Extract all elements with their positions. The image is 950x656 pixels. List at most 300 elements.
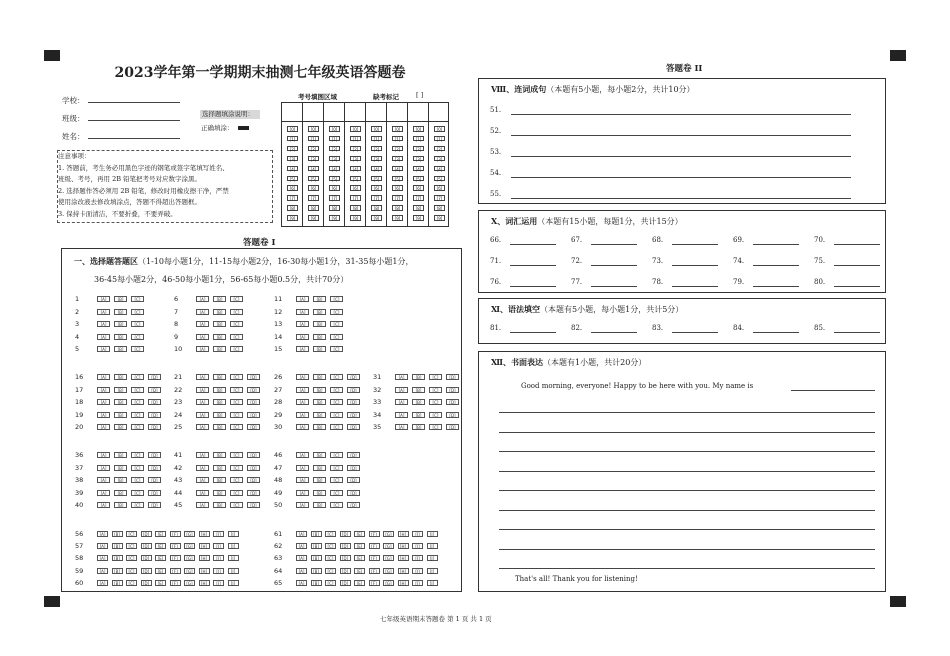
answer-bubble[interactable]: [D] — [148, 465, 161, 471]
answer-bubble[interactable]: [A] — [97, 543, 108, 549]
id-digit-bubble[interactable]: [9] — [413, 215, 424, 221]
answer-bubble[interactable]: [B] — [112, 555, 123, 561]
id-digit-bubble[interactable]: [3] — [287, 156, 298, 162]
id-digit-bubble[interactable]: [0] — [308, 126, 319, 132]
answer-bubble[interactable]: [B] — [213, 387, 226, 393]
answer-bubble[interactable]: [A] — [97, 477, 110, 483]
id-digit-bubble[interactable]: [8] — [371, 205, 382, 211]
answer-bubble[interactable]: [B] — [412, 387, 425, 393]
answer-bubble[interactable]: [B] — [114, 424, 127, 430]
id-digit-bubble[interactable]: [3] — [329, 156, 340, 162]
id-digit-bubble[interactable]: [6] — [329, 185, 340, 191]
answer-bubble[interactable]: [F] — [170, 555, 181, 561]
id-digit-bubble[interactable]: [8] — [434, 205, 445, 211]
answer-bubble[interactable]: [C] — [230, 399, 243, 405]
answer-bubble[interactable]: [A] — [97, 555, 108, 561]
answer-bubble[interactable]: [A] — [97, 334, 110, 340]
id-digit-bubble[interactable]: [1] — [350, 136, 361, 142]
answer-bubble[interactable]: [B] — [213, 399, 226, 405]
answer-bubble[interactable]: [G] — [383, 568, 394, 574]
id-digit-bubble[interactable]: [7] — [287, 195, 298, 201]
id-digit-bubble[interactable]: [5] — [371, 176, 382, 182]
answer-bubble[interactable]: [A] — [296, 490, 309, 496]
answer-bubble[interactable]: [B] — [412, 399, 425, 405]
id-digit-bubble[interactable]: [8] — [287, 205, 298, 211]
answer-bubble[interactable]: [C] — [131, 490, 144, 496]
answer-bubble[interactable]: [D] — [148, 502, 161, 508]
answer-bubble[interactable]: [D] — [148, 477, 161, 483]
answer-bubble[interactable]: [I] — [412, 568, 423, 574]
id-digit-bubble[interactable]: [2] — [329, 146, 340, 152]
answer-bubble[interactable]: [A] — [196, 334, 209, 340]
id-digit-bubble[interactable]: [1] — [329, 136, 340, 142]
id-digit-bubble[interactable]: [2] — [392, 146, 403, 152]
writing-line[interactable] — [499, 549, 875, 550]
answer-bubble[interactable]: [A] — [395, 399, 408, 405]
answer-bubble[interactable]: [A] — [296, 502, 309, 508]
answer-bubble[interactable]: [J] — [228, 580, 239, 586]
answer-bubble[interactable]: [C] — [230, 477, 243, 483]
answer-bubble[interactable]: [B] — [213, 424, 226, 430]
answer-bubble[interactable]: [C] — [230, 321, 243, 327]
answer-bubble[interactable]: [B] — [313, 502, 326, 508]
answer-bubble[interactable]: [C] — [131, 424, 144, 430]
answer-bubble[interactable]: [B] — [213, 309, 226, 315]
answer-bubble[interactable]: [G] — [383, 531, 394, 537]
answer-bubble[interactable]: [D] — [141, 531, 152, 537]
answer-bubble[interactable]: [A] — [296, 531, 307, 537]
answer-bubble[interactable]: [C] — [330, 452, 343, 458]
answer-bubble[interactable]: [C] — [330, 399, 343, 405]
answer-bubble[interactable]: [D] — [141, 543, 152, 549]
answer-line[interactable] — [511, 198, 851, 199]
id-digit-bubble[interactable]: [7] — [434, 195, 445, 201]
id-digit-bubble[interactable]: [0] — [329, 126, 340, 132]
answer-bubble[interactable]: [C] — [230, 424, 243, 430]
id-digit-bubble[interactable]: [0] — [392, 126, 403, 132]
answer-blank[interactable] — [510, 265, 556, 266]
answer-bubble[interactable]: [C] — [230, 346, 243, 352]
answer-bubble[interactable]: [A] — [196, 374, 209, 380]
answer-bubble[interactable]: [B] — [412, 374, 425, 380]
answer-bubble[interactable]: [A] — [395, 374, 408, 380]
answer-bubble[interactable]: [B] — [114, 412, 127, 418]
id-digit-bubble[interactable]: [2] — [350, 146, 361, 152]
answer-bubble[interactable]: [E] — [155, 555, 166, 561]
id-digit-bubble[interactable]: [4] — [371, 166, 382, 172]
answer-bubble[interactable]: [I] — [213, 531, 224, 537]
answer-bubble[interactable]: [J] — [228, 555, 239, 561]
answer-bubble[interactable]: [B] — [112, 531, 123, 537]
answer-bubble[interactable]: [C] — [325, 568, 336, 574]
answer-bubble[interactable]: [C] — [126, 568, 137, 574]
answer-blank[interactable] — [672, 244, 718, 245]
answer-blank[interactable] — [834, 286, 880, 287]
answer-bubble[interactable]: [H] — [199, 555, 210, 561]
answer-bubble[interactable]: [G] — [383, 555, 394, 561]
answer-bubble[interactable]: [A] — [296, 321, 309, 327]
answer-bubble[interactable]: [J] — [427, 555, 438, 561]
answer-bubble[interactable]: [A] — [97, 309, 110, 315]
id-digit-bubble[interactable]: [1] — [392, 136, 403, 142]
answer-bubble[interactable]: [B] — [313, 334, 326, 340]
name-blank[interactable] — [791, 390, 875, 391]
writing-line[interactable] — [499, 432, 875, 433]
answer-bubble[interactable]: [D] — [148, 412, 161, 418]
answer-bubble[interactable]: [A] — [395, 412, 408, 418]
answer-bubble[interactable]: [A] — [97, 412, 110, 418]
answer-bubble[interactable]: [B] — [313, 321, 326, 327]
answer-bubble[interactable]: [B] — [313, 399, 326, 405]
answer-bubble[interactable]: [C] — [131, 412, 144, 418]
id-digit-bubble[interactable]: [3] — [371, 156, 382, 162]
answer-bubble[interactable]: [H] — [199, 543, 210, 549]
answer-bubble[interactable]: [D] — [347, 452, 360, 458]
answer-bubble[interactable]: [F] — [369, 568, 380, 574]
answer-bubble[interactable]: [J] — [228, 543, 239, 549]
answer-bubble[interactable]: [C] — [230, 296, 243, 302]
answer-bubble[interactable]: [A] — [196, 502, 209, 508]
answer-bubble[interactable]: [B] — [313, 490, 326, 496]
answer-bubble[interactable]: [A] — [97, 465, 110, 471]
answer-bubble[interactable]: [D] — [247, 452, 260, 458]
id-digit-bubble[interactable]: [3] — [434, 156, 445, 162]
answer-bubble[interactable]: [C] — [131, 477, 144, 483]
answer-blank[interactable] — [591, 265, 637, 266]
answer-bubble[interactable]: [D] — [247, 490, 260, 496]
answer-bubble[interactable]: [B] — [213, 374, 226, 380]
answer-bubble[interactable]: [C] — [230, 334, 243, 340]
answer-bubble[interactable]: [A] — [395, 424, 408, 430]
answer-bubble[interactable]: [B] — [313, 477, 326, 483]
answer-bubble[interactable]: [A] — [296, 555, 307, 561]
answer-bubble[interactable]: [D] — [446, 412, 459, 418]
id-digit-bubble[interactable]: [9] — [434, 215, 445, 221]
writing-line[interactable] — [499, 510, 875, 511]
answer-bubble[interactable]: [B] — [313, 374, 326, 380]
answer-bubble[interactable]: [C] — [131, 374, 144, 380]
answer-bubble[interactable]: [B] — [313, 346, 326, 352]
answer-bubble[interactable]: [C] — [325, 531, 336, 537]
answer-bubble[interactable]: [C] — [429, 374, 442, 380]
answer-bubble[interactable]: [C] — [330, 502, 343, 508]
answer-blank[interactable] — [591, 332, 637, 333]
writing-line[interactable] — [499, 451, 875, 452]
answer-blank[interactable] — [672, 332, 718, 333]
answer-bubble[interactable]: [F] — [170, 531, 181, 537]
answer-bubble[interactable]: [F] — [170, 580, 181, 586]
answer-bubble[interactable]: [A] — [196, 412, 209, 418]
answer-bubble[interactable]: [C] — [330, 309, 343, 315]
id-digit-bubble[interactable]: [9] — [308, 215, 319, 221]
answer-blank[interactable] — [753, 332, 799, 333]
answer-bubble[interactable]: [E] — [155, 531, 166, 537]
answer-bubble[interactable]: [A] — [296, 580, 307, 586]
answer-bubble[interactable]: [B] — [114, 374, 127, 380]
id-digit-bubble[interactable]: [4] — [392, 166, 403, 172]
answer-blank[interactable] — [834, 332, 880, 333]
answer-blank[interactable] — [591, 286, 637, 287]
answer-bubble[interactable]: [D] — [340, 543, 351, 549]
answer-bubble[interactable]: [D] — [247, 477, 260, 483]
answer-bubble[interactable]: [B] — [412, 412, 425, 418]
answer-bubble[interactable]: [C] — [429, 399, 442, 405]
id-digit-bubble[interactable]: [1] — [371, 136, 382, 142]
answer-bubble[interactable]: [B] — [114, 321, 127, 327]
answer-bubble[interactable]: [E] — [155, 580, 166, 586]
answer-bubble[interactable]: [B] — [311, 568, 322, 574]
answer-bubble[interactable]: [C] — [330, 477, 343, 483]
answer-bubble[interactable]: [B] — [112, 580, 123, 586]
answer-bubble[interactable]: [B] — [213, 477, 226, 483]
answer-bubble[interactable]: [A] — [97, 321, 110, 327]
id-digit-bubble[interactable]: [6] — [287, 185, 298, 191]
answer-bubble[interactable]: [C] — [131, 296, 144, 302]
id-digit-bubble[interactable]: [3] — [308, 156, 319, 162]
answer-bubble[interactable]: [C] — [131, 387, 144, 393]
answer-bubble[interactable]: [C] — [325, 543, 336, 549]
answer-bubble[interactable]: [A] — [97, 296, 110, 302]
answer-bubble[interactable]: [C] — [429, 424, 442, 430]
answer-bubble[interactable]: [D] — [148, 490, 161, 496]
answer-bubble[interactable]: [H] — [398, 531, 409, 537]
answer-bubble[interactable]: [A] — [296, 399, 309, 405]
id-digit-bubble[interactable]: [6] — [413, 185, 424, 191]
answer-bubble[interactable]: [A] — [296, 346, 309, 352]
answer-bubble[interactable]: [C] — [126, 555, 137, 561]
answer-bubble[interactable]: [D] — [446, 387, 459, 393]
answer-bubble[interactable]: [D] — [148, 374, 161, 380]
answer-bubble[interactable]: [A] — [296, 452, 309, 458]
answer-bubble[interactable]: [D] — [247, 502, 260, 508]
answer-bubble[interactable]: [D] — [347, 502, 360, 508]
answer-bubble[interactable]: [A] — [196, 465, 209, 471]
answer-bubble[interactable]: [C] — [230, 502, 243, 508]
id-digit-bubble[interactable]: [0] — [350, 126, 361, 132]
id-digit-bubble[interactable]: [7] — [371, 195, 382, 201]
answer-bubble[interactable]: [F] — [369, 531, 380, 537]
answer-bubble[interactable]: [E] — [155, 568, 166, 574]
answer-bubble[interactable]: [B] — [313, 296, 326, 302]
id-digit-bubble[interactable]: [5] — [329, 176, 340, 182]
answer-bubble[interactable]: [B] — [112, 543, 123, 549]
answer-bubble[interactable]: [E] — [354, 543, 365, 549]
answer-bubble[interactable]: [B] — [311, 531, 322, 537]
writing-line[interactable] — [499, 490, 875, 491]
answer-bubble[interactable]: [C] — [131, 346, 144, 352]
id-digit-bubble[interactable]: [6] — [434, 185, 445, 191]
id-digit-bubble[interactable]: [0] — [287, 126, 298, 132]
id-digit-bubble[interactable]: [6] — [392, 185, 403, 191]
answer-bubble[interactable]: [D] — [148, 387, 161, 393]
answer-blank[interactable] — [834, 244, 880, 245]
answer-bubble[interactable]: [B] — [213, 452, 226, 458]
answer-bubble[interactable]: [A] — [97, 531, 108, 537]
answer-blank[interactable] — [753, 286, 799, 287]
answer-bubble[interactable]: [A] — [97, 580, 108, 586]
id-digit-bubble[interactable]: [1] — [287, 136, 298, 142]
writing-line[interactable] — [499, 412, 875, 413]
id-digit-bubble[interactable]: [0] — [371, 126, 382, 132]
id-digit-bubble[interactable]: [5] — [434, 176, 445, 182]
answer-bubble[interactable]: [C] — [230, 452, 243, 458]
answer-blank[interactable] — [672, 286, 718, 287]
answer-bubble[interactable]: [A] — [97, 374, 110, 380]
id-digit-bubble[interactable]: [8] — [308, 205, 319, 211]
answer-bubble[interactable]: [B] — [114, 296, 127, 302]
answer-bubble[interactable]: [A] — [196, 452, 209, 458]
answer-bubble[interactable]: [D] — [340, 568, 351, 574]
answer-bubble[interactable]: [D] — [340, 555, 351, 561]
answer-bubble[interactable]: [B] — [213, 502, 226, 508]
answer-bubble[interactable]: [B] — [213, 334, 226, 340]
answer-bubble[interactable]: [I] — [412, 580, 423, 586]
answer-bubble[interactable]: [D] — [347, 490, 360, 496]
name-field[interactable] — [88, 138, 180, 139]
answer-bubble[interactable]: [A] — [97, 387, 110, 393]
answer-bubble[interactable]: [C] — [230, 387, 243, 393]
id-digit-bubble[interactable]: [2] — [287, 146, 298, 152]
answer-bubble[interactable]: [D] — [141, 568, 152, 574]
answer-bubble[interactable]: [B] — [313, 465, 326, 471]
id-digit-bubble[interactable]: [8] — [329, 205, 340, 211]
id-digit-bubble[interactable]: [8] — [350, 205, 361, 211]
answer-bubble[interactable]: [A] — [196, 321, 209, 327]
answer-bubble[interactable]: [A] — [196, 387, 209, 393]
answer-bubble[interactable]: [A] — [296, 543, 307, 549]
answer-bubble[interactable]: [A] — [296, 309, 309, 315]
writing-line[interactable] — [499, 568, 875, 569]
answer-bubble[interactable]: [E] — [354, 568, 365, 574]
answer-bubble[interactable]: [D] — [347, 374, 360, 380]
id-digit-bubble[interactable]: [8] — [392, 205, 403, 211]
id-digit-bubble[interactable]: [5] — [392, 176, 403, 182]
answer-bubble[interactable]: [I] — [213, 568, 224, 574]
id-digit-bubble[interactable]: [5] — [308, 176, 319, 182]
answer-bubble[interactable]: [H] — [199, 568, 210, 574]
answer-bubble[interactable]: [C] — [325, 580, 336, 586]
answer-line[interactable] — [511, 114, 851, 115]
id-digit-bubble[interactable]: [0] — [413, 126, 424, 132]
answer-bubble[interactable]: [I] — [213, 580, 224, 586]
answer-bubble[interactable]: [B] — [213, 321, 226, 327]
answer-bubble[interactable]: [H] — [398, 555, 409, 561]
answer-bubble[interactable]: [E] — [354, 531, 365, 537]
answer-bubble[interactable]: [D] — [247, 374, 260, 380]
answer-bubble[interactable]: [D] — [340, 531, 351, 537]
answer-bubble[interactable]: [B] — [313, 387, 326, 393]
id-digit-bubble[interactable]: [4] — [308, 166, 319, 172]
absent-checkbox[interactable]: [ ] — [416, 91, 424, 99]
id-digit-bubble[interactable]: [5] — [350, 176, 361, 182]
id-digit-bubble[interactable]: [4] — [350, 166, 361, 172]
id-digit-bubble[interactable]: [7] — [413, 195, 424, 201]
id-digit-bubble[interactable]: [7] — [329, 195, 340, 201]
answer-blank[interactable] — [510, 332, 556, 333]
id-digit-bubble[interactable]: [2] — [413, 146, 424, 152]
answer-bubble[interactable]: [C] — [330, 374, 343, 380]
answer-bubble[interactable]: [F] — [369, 543, 380, 549]
answer-bubble[interactable]: [C] — [131, 465, 144, 471]
answer-bubble[interactable]: [A] — [97, 399, 110, 405]
id-digit-bubble[interactable]: [4] — [413, 166, 424, 172]
answer-bubble[interactable]: [D] — [340, 580, 351, 586]
answer-bubble[interactable]: [D] — [247, 412, 260, 418]
answer-bubble[interactable]: [A] — [196, 490, 209, 496]
id-digit-bubble[interactable]: [2] — [434, 146, 445, 152]
answer-line[interactable] — [511, 177, 851, 178]
answer-blank[interactable] — [510, 286, 556, 287]
answer-bubble[interactable]: [A] — [296, 334, 309, 340]
id-digit-bubble[interactable]: [1] — [413, 136, 424, 142]
answer-bubble[interactable]: [D] — [347, 412, 360, 418]
answer-bubble[interactable]: [B] — [114, 387, 127, 393]
answer-bubble[interactable]: [A] — [296, 568, 307, 574]
answer-bubble[interactable]: [C] — [126, 543, 137, 549]
answer-bubble[interactable]: [J] — [228, 531, 239, 537]
answer-bubble[interactable]: [D] — [247, 424, 260, 430]
answer-blank[interactable] — [591, 244, 637, 245]
answer-bubble[interactable]: [B] — [114, 452, 127, 458]
answer-bubble[interactable]: [I] — [213, 555, 224, 561]
answer-bubble[interactable]: [A] — [296, 424, 309, 430]
answer-bubble[interactable]: [J] — [427, 580, 438, 586]
id-digit-bubble[interactable]: [6] — [308, 185, 319, 191]
id-digit-bubble[interactable]: [4] — [329, 166, 340, 172]
answer-bubble[interactable]: [H] — [199, 531, 210, 537]
answer-bubble[interactable]: [A] — [296, 374, 309, 380]
id-digit-bubble[interactable]: [2] — [308, 146, 319, 152]
answer-bubble[interactable]: [C] — [330, 465, 343, 471]
answer-bubble[interactable]: [B] — [313, 452, 326, 458]
answer-bubble[interactable]: [D] — [446, 424, 459, 430]
answer-bubble[interactable]: [C] — [131, 502, 144, 508]
answer-line[interactable] — [511, 135, 851, 136]
answer-bubble[interactable]: [C] — [330, 387, 343, 393]
answer-bubble[interactable]: [E] — [354, 555, 365, 561]
answer-bubble[interactable]: [F] — [170, 543, 181, 549]
answer-bubble[interactable]: [D] — [347, 387, 360, 393]
id-digit-bubble[interactable]: [6] — [371, 185, 382, 191]
answer-bubble[interactable]: [F] — [369, 555, 380, 561]
answer-bubble[interactable]: [C] — [330, 334, 343, 340]
id-digit-bubble[interactable]: [2] — [371, 146, 382, 152]
answer-bubble[interactable]: [D] — [148, 452, 161, 458]
answer-bubble[interactable]: [A] — [97, 424, 110, 430]
answer-bubble[interactable]: [C] — [131, 321, 144, 327]
answer-line[interactable] — [511, 156, 851, 157]
answer-bubble[interactable]: [A] — [97, 502, 110, 508]
answer-bubble[interactable]: [A] — [296, 477, 309, 483]
id-digit-bubble[interactable]: [7] — [308, 195, 319, 201]
id-digit-bubble[interactable]: [4] — [434, 166, 445, 172]
answer-bubble[interactable]: [A] — [196, 477, 209, 483]
answer-bubble[interactable]: [C] — [330, 412, 343, 418]
answer-bubble[interactable]: [A] — [296, 465, 309, 471]
answer-bubble[interactable]: [B] — [311, 543, 322, 549]
answer-bubble[interactable]: [A] — [296, 296, 309, 302]
answer-bubble[interactable]: [C] — [230, 465, 243, 471]
answer-bubble[interactable]: [G] — [184, 555, 195, 561]
id-digit-bubble[interactable]: [9] — [392, 215, 403, 221]
id-digit-bubble[interactable]: [9] — [350, 215, 361, 221]
answer-bubble[interactable]: [B] — [313, 424, 326, 430]
id-digit-bubble[interactable]: [1] — [308, 136, 319, 142]
answer-bubble[interactable]: [G] — [383, 580, 394, 586]
id-digit-bubble[interactable]: [9] — [329, 215, 340, 221]
id-digit-bubble[interactable]: [9] — [287, 215, 298, 221]
answer-bubble[interactable]: [H] — [398, 580, 409, 586]
